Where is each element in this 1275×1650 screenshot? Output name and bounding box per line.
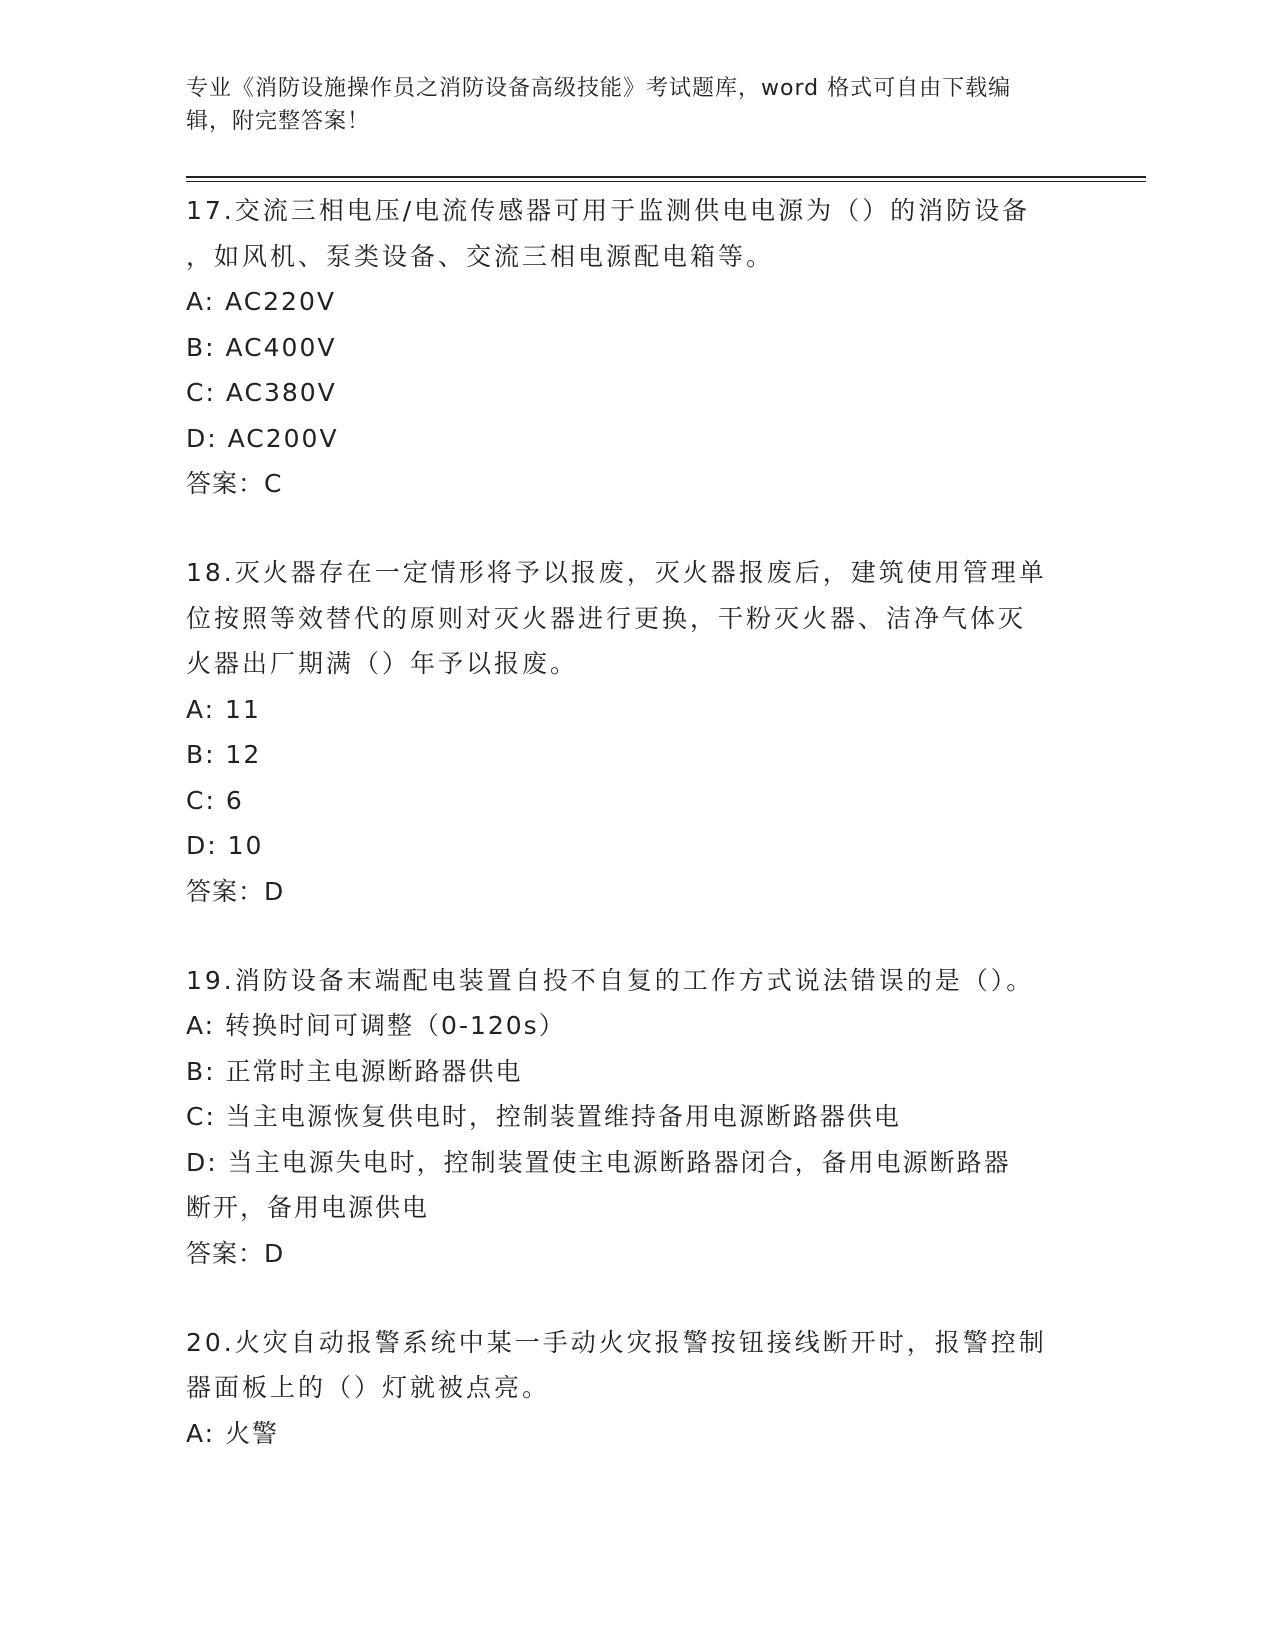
option-a: A: 火警 — [186, 1418, 280, 1448]
header-rule-thick — [186, 176, 1146, 178]
option-d: D: 当主电源失电时，控制装置使主电源断路器闭合，备用电源断路器 — [186, 1147, 1011, 1177]
option-b: B: 正常时主电源断路器供电 — [186, 1056, 523, 1086]
option-d-continued: 断开，备用电源供电 — [186, 1193, 430, 1222]
option-a: A: 转换时间可调整（0-120s） — [186, 1011, 566, 1040]
question-stem-line: 17.交流三相电压/电流传感器可用于监测供电电源为（）的消防设备 — [186, 196, 1031, 225]
question-stem-line: ，如风机、泵类设备、交流三相电源配电箱等。 — [186, 241, 775, 271]
question-18 — [186, 550, 1086, 914]
header-rule-thin — [186, 181, 1146, 182]
document-header — [186, 72, 1066, 138]
question-20 — [186, 1320, 1086, 1457]
question-19 — [186, 958, 1086, 1276]
option-d: D: AC200V — [186, 423, 339, 453]
option-d: D: 10 — [186, 831, 264, 860]
question-stem-line: 18.灭火器存在一定情形将予以报废，灭火器报废后，建筑使用管理单 — [186, 558, 1047, 587]
answer-line: 答案：C — [186, 469, 283, 498]
question-stem-line: 器面板上的（）灯就被点亮。 — [186, 1373, 551, 1402]
option-c: C: 6 — [186, 785, 244, 815]
option-a: A: AC220V — [186, 287, 336, 316]
header-line-1: 专业《消防设施操作员之消防设备高级技能》考试题库，word 格式可自由下载编 — [186, 76, 1012, 101]
question-stem-line: 火器出厂期满（）年予以报废。 — [186, 649, 579, 678]
question-list — [186, 188, 1086, 1500]
question-stem-line: 20.火灾自动报警系统中某一手动火灾报警按钮接线断开时，报警控制 — [186, 1327, 1047, 1357]
question-stem-line: 19.消防设备末端配电装置自投不自复的工作方式说法错误的是（）。 — [186, 965, 1035, 995]
option-c: C: 当主电源恢复供电时，控制装置维持备用电源断路器供电 — [186, 1102, 901, 1131]
answer-line: 答案：D — [186, 1238, 285, 1268]
option-b: B: AC400V — [186, 332, 337, 362]
question-17 — [186, 188, 1086, 506]
header-line-2: 辑，附完整答案！ — [186, 109, 371, 134]
question-stem-line: 位按照等效替代的原则对灭火器进行更换，干粉灭火器、洁净气体灭 — [186, 603, 1027, 633]
option-c: C: AC380V — [186, 378, 337, 407]
option-a: A: 11 — [186, 694, 261, 724]
option-b: B: 12 — [186, 740, 262, 769]
answer-line: 答案：D — [186, 876, 285, 906]
